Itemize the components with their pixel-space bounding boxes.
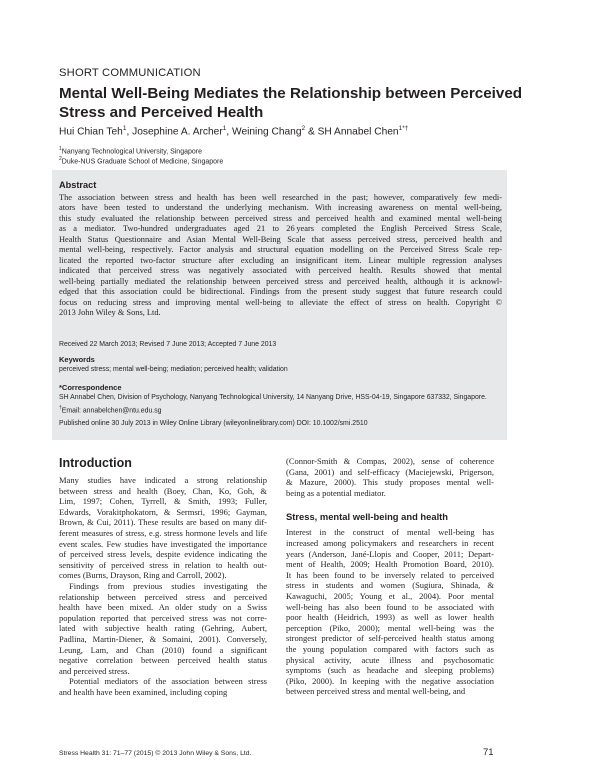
text-line: (Connor-Smith & Compas, 2002), sense of coherence	[286, 456, 494, 466]
author-affiliation-marker: 1	[122, 125, 127, 132]
author-list: Hui Chian Teh$^1$, Josephine A. Archer$^1$, Weining Chang$^2$ & SH Annabel Chen$^{1*\dagger}$	[59, 125, 409, 138]
page-number: 71	[483, 747, 494, 758]
text-line: Potential mediators of the association between stress	[69, 676, 267, 687]
author-name: SH Annabel Chen	[317, 126, 399, 138]
left-paragraph-3	[59, 676, 267, 697]
text-line: between stress and health (Boey, Chan, Ko, Goh, &	[59, 485, 267, 496]
text-line: Kawaguchi, 2005; Young et al., 2004). Poor mental	[286, 590, 494, 601]
affiliation-1: $^1$Nanyang Technological University, Singapore	[59, 146, 202, 156]
introduction-heading: Introduction	[59, 456, 132, 470]
text-line: strongest predictor of self-perceived health status among	[286, 633, 494, 644]
abstract-line: ators have been tested to understand the underlying mechanism. With increasing awareness on mental well-being,	[59, 203, 502, 213]
left-paragraph-1	[59, 475, 267, 581]
text-line: Interest in the construct of mental well-being has	[286, 527, 494, 538]
author-affiliation-marker: 1	[222, 125, 227, 132]
abstract-line: focus on reducing stress and improving mental well-being to alleviate the effect of stress on health. Copyright ©	[59, 297, 502, 307]
abstract-line: The association between stress and health has been well researched in the past; however, comparatively few medi-	[59, 193, 502, 202]
text-line: Leung, Lam, and Chan (2010) found a significant	[59, 644, 267, 655]
text-line: sensitivity of perceived stress in relation to health out-	[59, 559, 267, 570]
text-line: relationship between perceived stress and perceived	[59, 591, 267, 602]
text-line: increased among policymakers and researchers in recent	[286, 537, 494, 548]
abstract-line: well-being partially mediated the relationship between perceived stress and perceived health, although it is acknowl-	[59, 276, 502, 286]
author-affiliation-marker: 2	[301, 125, 306, 132]
abstract-body	[59, 193, 502, 318]
affiliation-2: $^2$Duke-NUS Graduate School of Medicine, Singapore	[59, 156, 224, 166]
text-line: comes (Burns, Drayson, Ring and Carroll, 2002).	[59, 570, 227, 581]
text-line: well-being has also been found to be associated with	[286, 601, 494, 612]
abstract-line: licated the reported two-factor structure after excluding an insignificant item. Linear multiple regression analyses	[59, 255, 502, 265]
correspondence-email: †Email: annabelchen@ntu.edu.sg	[59, 405, 162, 415]
text-line: between perceived stress and mental well-being, and	[286, 686, 466, 697]
text-line: stress in students and women (Sugiura, Shinada, &	[286, 580, 494, 591]
author-name: Hui Chian Teh	[59, 126, 123, 138]
stress-wellbeing-subheading: Stress, mental well-being and health	[286, 511, 449, 523]
text-line: ment of Health, 2009; Health Promotion Board, 2010).	[286, 559, 494, 570]
left-paragraph-2	[59, 581, 267, 676]
keywords: perceived stress; mental well-being; mediation; perceived health; validation	[59, 366, 288, 373]
abstract-line: as a mediator. Two-hundred undergraduates aged 21 to 26 years completed the English Perceived Stress Scale,	[59, 224, 502, 234]
right-paragraph-2	[286, 527, 494, 697]
text-line: health have been mixed. An older study on a Swiss	[59, 602, 267, 613]
text-line: negative correlation between perceived health status	[59, 655, 267, 666]
text-line: being as a potential mediator.	[286, 487, 386, 498]
text-line: Lim, 1997; Cohen, Tyrrell, & Smith, 1993; Fuller,	[59, 496, 267, 507]
abstract-line: Health Status Questionnaire and Asian Mental Well-Being Scale that assess perceived stress, perceived health and	[59, 234, 502, 244]
text-line: lated with subjective health rating (Gehring, Aubert,	[59, 623, 267, 634]
text-line: and health have been examined, including coping	[59, 686, 228, 697]
text-line: It has been found to be inversely related to perceived	[286, 569, 494, 580]
correspondence-heading: *Correspondence	[59, 383, 122, 392]
keywords-heading: Keywords	[59, 355, 95, 364]
text-line: years (Anderson, Jané-Llopis and Cooper, 2011; Depart-	[286, 548, 494, 559]
text-line: perception (Piko, 2000); mental well-being was the	[286, 622, 494, 633]
text-line: of perceived stress levels, despite evidence indicating the	[59, 549, 267, 560]
footer-citation: Stress Health 31: 71–77 (2015) © 2013 John Wiley & Sons, Ltd.	[59, 750, 252, 757]
text-line: Edwards, Vorakitphokatorn, & Sermsri, 1996; Gayman,	[59, 506, 267, 517]
text-line: population reported that perceived stress was not corre-	[59, 612, 267, 623]
published-info: Published online 30 July 2013 in Wiley Online Library (wileyonlinelibrary.com) DOI: 10.1002/smi.2510	[59, 420, 368, 427]
text-line: physical activity, acute illness and psychosomatic	[286, 654, 494, 665]
author-affiliation-marker: 1*†	[398, 125, 409, 132]
text-line: (Piko, 2000). In keeping with the negative association	[286, 675, 494, 686]
text-line: poor health (Heidrich, 1993) as well as lower health	[286, 612, 494, 623]
article-dates: Received 22 March 2013; Revised 7 June 2013; Accepted 7 June 2013	[59, 341, 277, 348]
text-line: & Mazure, 2000). This study proposes mental well-	[286, 477, 494, 488]
text-line: and perceived stress.	[59, 665, 130, 676]
text-line: event scales. Few studies have investigated the importance	[59, 538, 267, 549]
abstract-line: 2013 John Wiley & Sons, Ltd.	[59, 307, 161, 317]
text-line: Findings from previous studies investigating the	[69, 580, 267, 591]
text-line: symptoms (such as headache and sleeping problems)	[286, 665, 494, 676]
right-paragraph-1	[286, 456, 494, 498]
author-name: Josephine A. Archer	[132, 126, 223, 138]
text-line: Padlina, Martin-Diener, & Somaini, 2001). Conversely,	[59, 633, 267, 644]
section-label: SHORT COMMUNICATION	[59, 67, 201, 79]
article-title: Mental Well-Being Mediates the Relationship between Perceived Stress and Perceived Health	[59, 85, 523, 121]
abstract-heading: Abstract	[59, 180, 97, 190]
abstract-line: mental well-being, respectively. Factor analysis and structural equation modelling on the Perceived Stress Scale rep-	[59, 245, 502, 255]
abstract-line: indicated that perceived stress was negatively associated with perceived health. Results showed that mental	[59, 266, 502, 276]
left-column	[59, 456, 267, 697]
correspondence-address: SH Annabel Chen, Division of Psychology, Nanyang Technological University, 14 Nanyang Drive, HSS-04-19, Singapore 637332, Singapore.	[59, 394, 487, 401]
text-line: (Gana, 2001) and self-efficacy (Maciejewski, Prigerson,	[286, 466, 494, 477]
abstract-line: edged that this association could be bidirectional. Findings from the present study suggest that future research could	[59, 287, 502, 297]
author-name: Weining Chang	[232, 126, 302, 138]
abstract-line: this study evaluated the relationship between perceived stress and perceived health and examined mental well-being	[59, 213, 502, 223]
text-line: ferent measures of stress, e.g. stress hormone levels and life	[59, 527, 267, 538]
text-line: Brown, & Cui, 2011). These results are based on many dif-	[59, 517, 267, 528]
text-line: the young population compared with factors such as	[286, 643, 494, 654]
right-column	[286, 456, 494, 697]
text-line: Many studies have indicated a strong relationship	[59, 475, 267, 485]
